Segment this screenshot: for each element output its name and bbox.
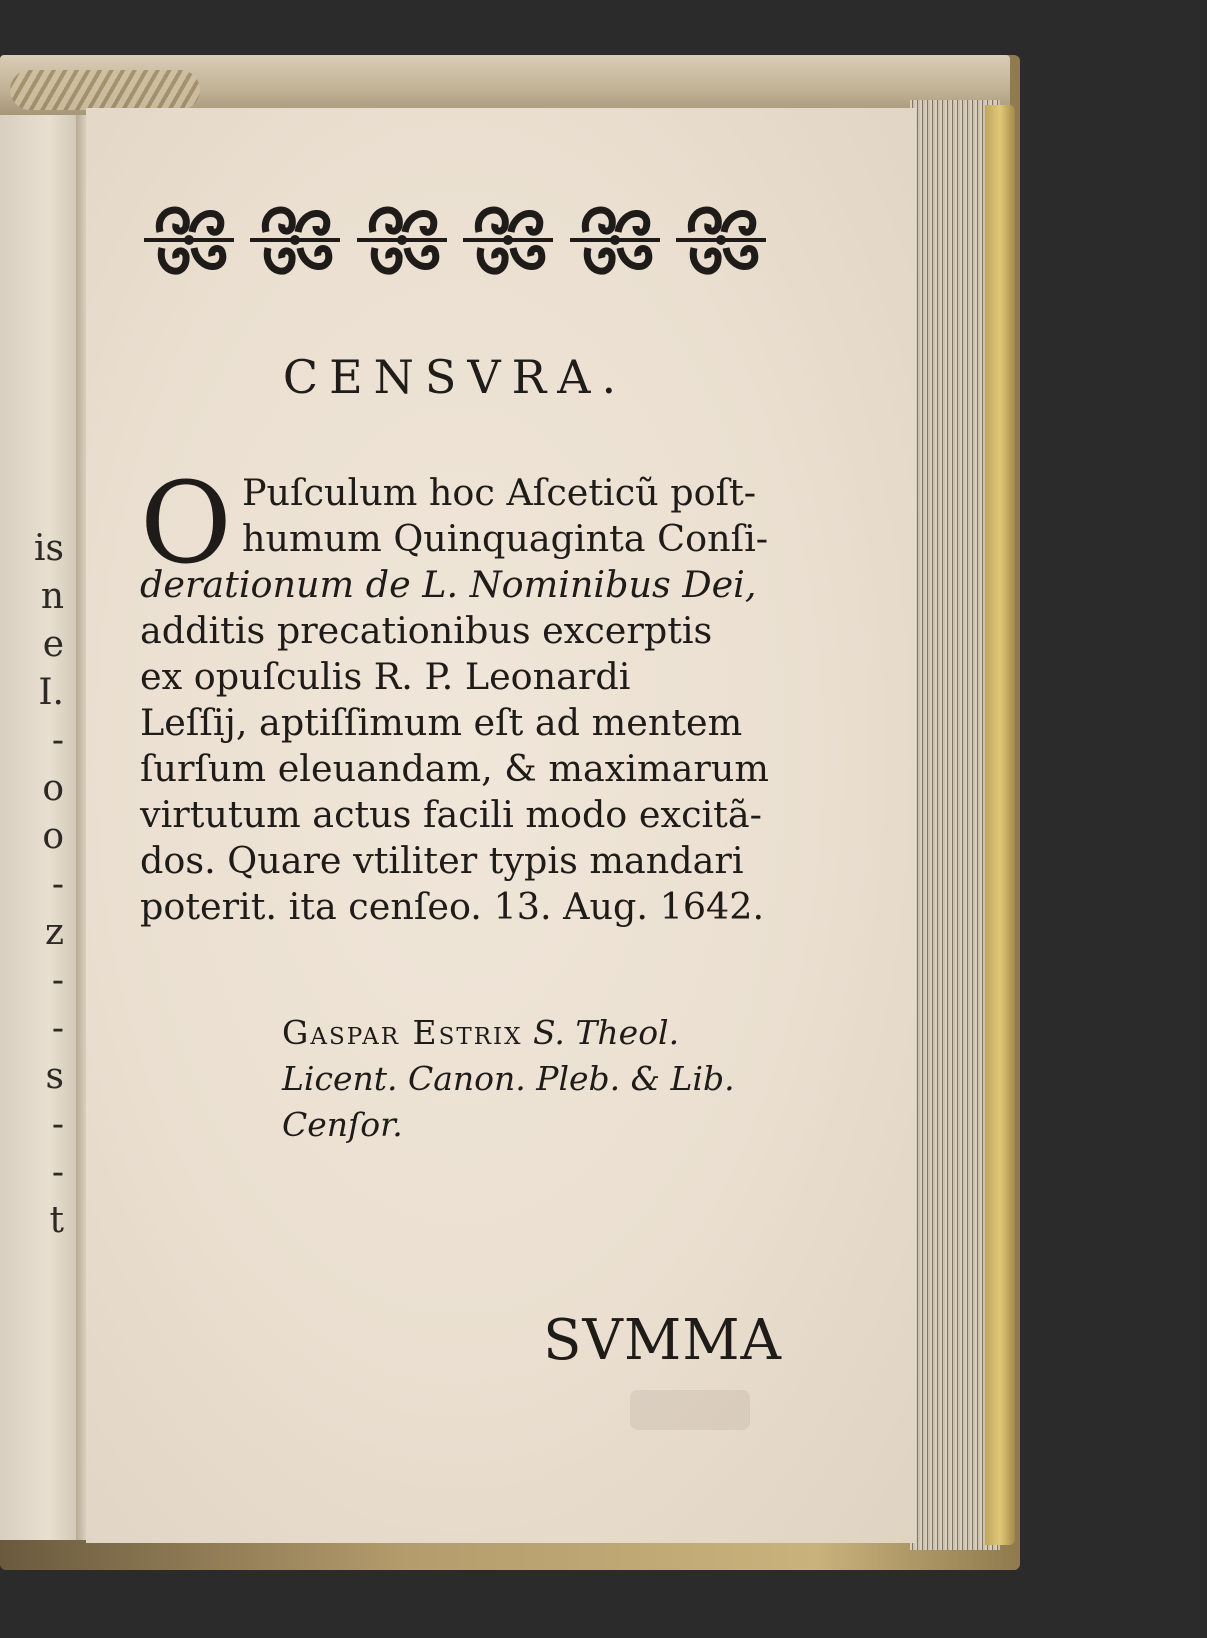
left-page-fragment: e xyxy=(42,624,64,665)
binding-cord xyxy=(10,70,200,110)
catchword: SVMMA xyxy=(543,1308,782,1373)
fleuron-icon xyxy=(566,196,664,284)
left-page xyxy=(0,115,82,1540)
censura-text xyxy=(140,459,780,930)
left-page-fragment: - xyxy=(51,960,64,1001)
censor-title-1: S. Theol. xyxy=(532,1013,680,1052)
left-page-fragment: o xyxy=(42,768,64,809)
text-line: humum Quinquaginta Conſi- xyxy=(242,517,769,560)
left-page-text-fragments xyxy=(0,525,82,1245)
left-page-fragment: s xyxy=(45,1056,64,1097)
text-line: Leſſij, aptiſſimum eſt ad mentem xyxy=(140,701,743,744)
text-line: poterit. ita cenſeo. 13. Aug. 1642. xyxy=(140,885,765,928)
left-page-fragment: - xyxy=(51,1152,64,1193)
show-through-smudge xyxy=(630,1390,750,1430)
censor-name: Gaspar Estrix xyxy=(282,1013,523,1052)
left-page-fragment: I. xyxy=(38,672,64,713)
fleuron-ornament-band xyxy=(140,195,770,285)
left-page-fragment: - xyxy=(51,1008,64,1049)
text-line: derationum de L. Nominibus Dei, xyxy=(140,563,757,606)
text-line: additis precationibus excerptis xyxy=(140,609,713,652)
left-page-fragment: z xyxy=(45,912,64,953)
drop-capital: O xyxy=(140,459,232,589)
text-line: ex opuſculis R. P. Leonardi xyxy=(140,655,631,698)
fleuron-icon xyxy=(459,196,557,284)
text-line: Puſculum hoc Aſceticũ poſt- xyxy=(242,471,757,514)
page-heading: CENSVRA. xyxy=(282,350,628,404)
censor-signature xyxy=(282,1010,802,1148)
fleuron-icon xyxy=(672,196,770,284)
censor-title-2: Licent. Canon. Pleb. & Lib. xyxy=(282,1059,735,1098)
fleuron-icon xyxy=(140,196,238,284)
text-line: virtutum actus facili modo excitã- xyxy=(140,793,762,836)
left-page-fragment: is xyxy=(34,528,64,569)
left-page-fragment: n xyxy=(40,576,64,617)
text-line: dos. Quare vtiliter typis mandari xyxy=(140,839,744,882)
signature-line-1 xyxy=(282,1010,802,1056)
censor-title-3: Cenſor. xyxy=(282,1105,403,1144)
text-line: ſurſum eleuandam, & maximarum xyxy=(140,747,769,790)
left-page-fragment: t xyxy=(49,1200,64,1241)
left-page-fragment: o xyxy=(42,816,64,857)
gilt-edge xyxy=(985,105,1015,1545)
fleuron-icon xyxy=(353,196,451,284)
left-page-fragment: - xyxy=(51,1104,64,1145)
fleuron-icon xyxy=(246,196,344,284)
left-page-fragment: - xyxy=(51,864,64,905)
left-page-fragment: - xyxy=(51,720,64,761)
